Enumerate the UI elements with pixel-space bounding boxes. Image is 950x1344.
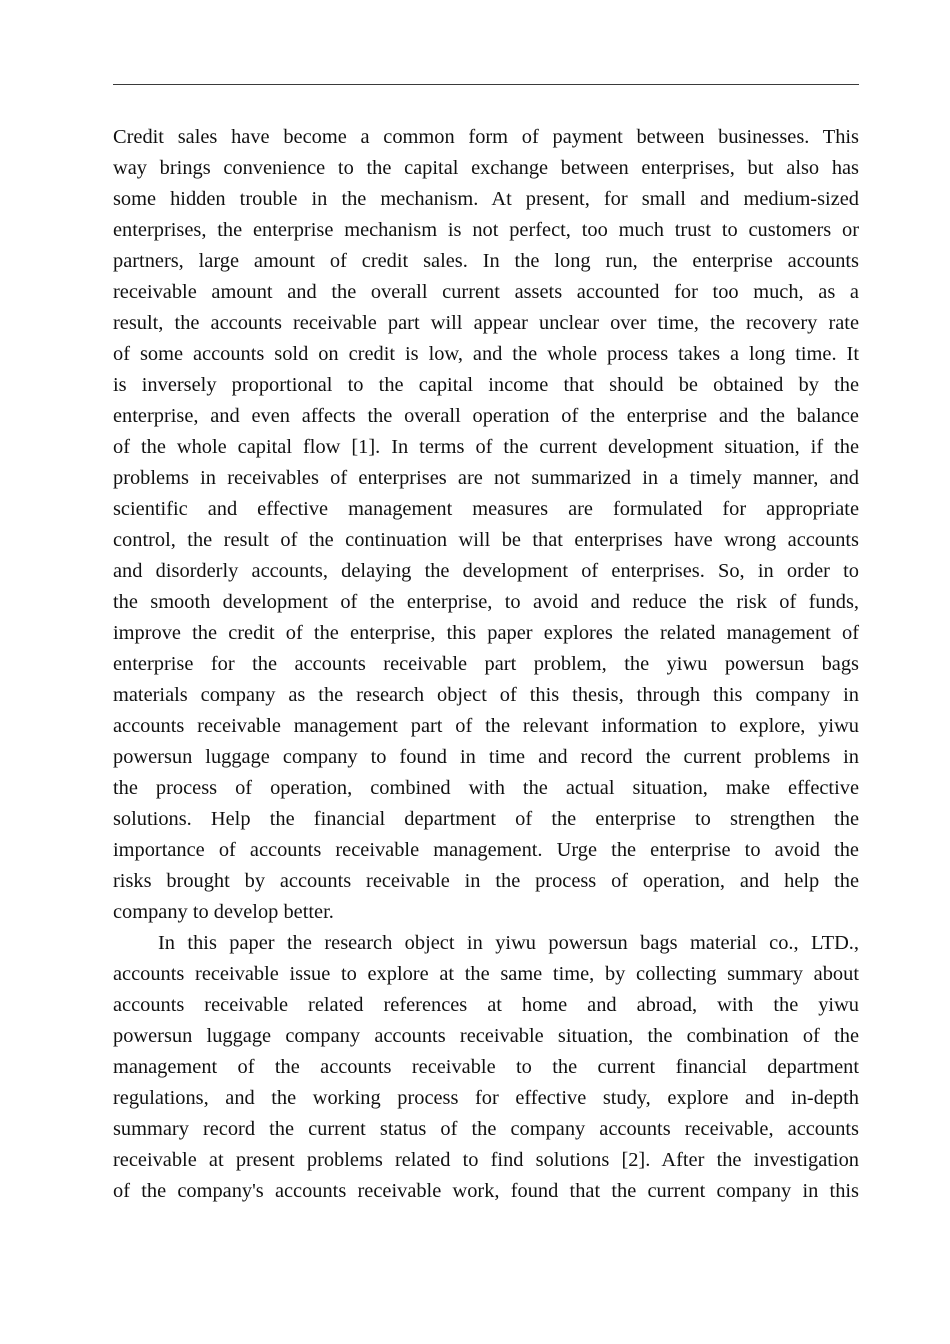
- text-line: receivable at present problems related to find solutions [2]. After the investigation: [113, 1149, 859, 1171]
- text-line: the process of operation, combined with the actual situation, make effective: [113, 777, 859, 799]
- paragraph-2: [113, 928, 859, 1207]
- body-text: [113, 122, 859, 1207]
- header-rule: [113, 84, 859, 85]
- text-line: powersun luggage company to found in time and record the current problems in: [113, 746, 859, 768]
- paragraph-1: [113, 122, 859, 928]
- text-line: enterprise, and even affects the overall operation of the enterprise and the balance: [113, 405, 859, 427]
- text-line: management of the accounts receivable to the current financial department: [113, 1056, 859, 1078]
- text-line: problems in receivables of enterprises are not summarized in a timely manner, and: [113, 467, 859, 489]
- text-line: powersun luggage company accounts receivable situation, the combination of the: [113, 1025, 859, 1047]
- text-line: result, the accounts receivable part will appear unclear over time, the recovery rate: [113, 312, 859, 334]
- text-line: risks brought by accounts receivable in the process of operation, and help the: [113, 870, 859, 892]
- text-line: accounts receivable related references at home and abroad, with the yiwu: [113, 994, 859, 1016]
- text-line: of the whole capital flow [1]. In terms of the current development situation, if the: [113, 436, 859, 458]
- text-line: accounts receivable issue to explore at the same time, by collecting summary about: [113, 963, 859, 985]
- text-line: Credit sales have become a common form of payment between businesses. This: [113, 126, 859, 148]
- text-line: In this paper the research object in yiwu powersun bags material co., LTD.,: [158, 932, 859, 954]
- text-line: materials company as the research object of this thesis, through this company in: [113, 684, 859, 706]
- text-line: the smooth development of the enterprise, to avoid and reduce the risk of funds,: [113, 591, 859, 613]
- text-line: enterprise for the accounts receivable part problem, the yiwu powersun bags: [113, 653, 859, 675]
- text-line: solutions. Help the financial department of the enterprise to strengthen the: [113, 808, 859, 830]
- text-line: enterprises, the enterprise mechanism is not perfect, too much trust to customers or: [113, 219, 859, 241]
- text-line: and disorderly accounts, delaying the development of enterprises. So, in order to: [113, 560, 859, 582]
- text-line: is inversely proportional to the capital income that should be obtained by the: [113, 374, 859, 396]
- text-line: way brings convenience to the capital exchange between enterprises, but also has: [113, 157, 859, 179]
- text-line: company to develop better.: [113, 901, 334, 923]
- text-line: of some accounts sold on credit is low, and the whole process takes a long time. It: [113, 343, 859, 365]
- text-line: of the company's accounts receivable work, found that the current company in this: [113, 1180, 859, 1202]
- text-line: regulations, and the working process for effective study, explore and in-depth: [113, 1087, 859, 1109]
- text-line: scientific and effective management measures are formulated for appropriate: [113, 498, 859, 520]
- text-line: summary record the current status of the company accounts receivable, accounts: [113, 1118, 859, 1140]
- text-line: improve the credit of the enterprise, this paper explores the related management of: [113, 622, 859, 644]
- text-line: some hidden trouble in the mechanism. At present, for small and medium-sized: [113, 188, 859, 210]
- text-line: importance of accounts receivable management. Urge the enterprise to avoid the: [113, 839, 859, 861]
- text-line: partners, large amount of credit sales. In the long run, the enterprise accounts: [113, 250, 859, 272]
- text-line: control, the result of the continuation will be that enterprises have wrong accounts: [113, 529, 859, 551]
- text-line: accounts receivable management part of the relevant information to explore, yiwu: [113, 715, 859, 737]
- text-line: receivable amount and the overall current assets accounted for too much, as a: [113, 281, 859, 303]
